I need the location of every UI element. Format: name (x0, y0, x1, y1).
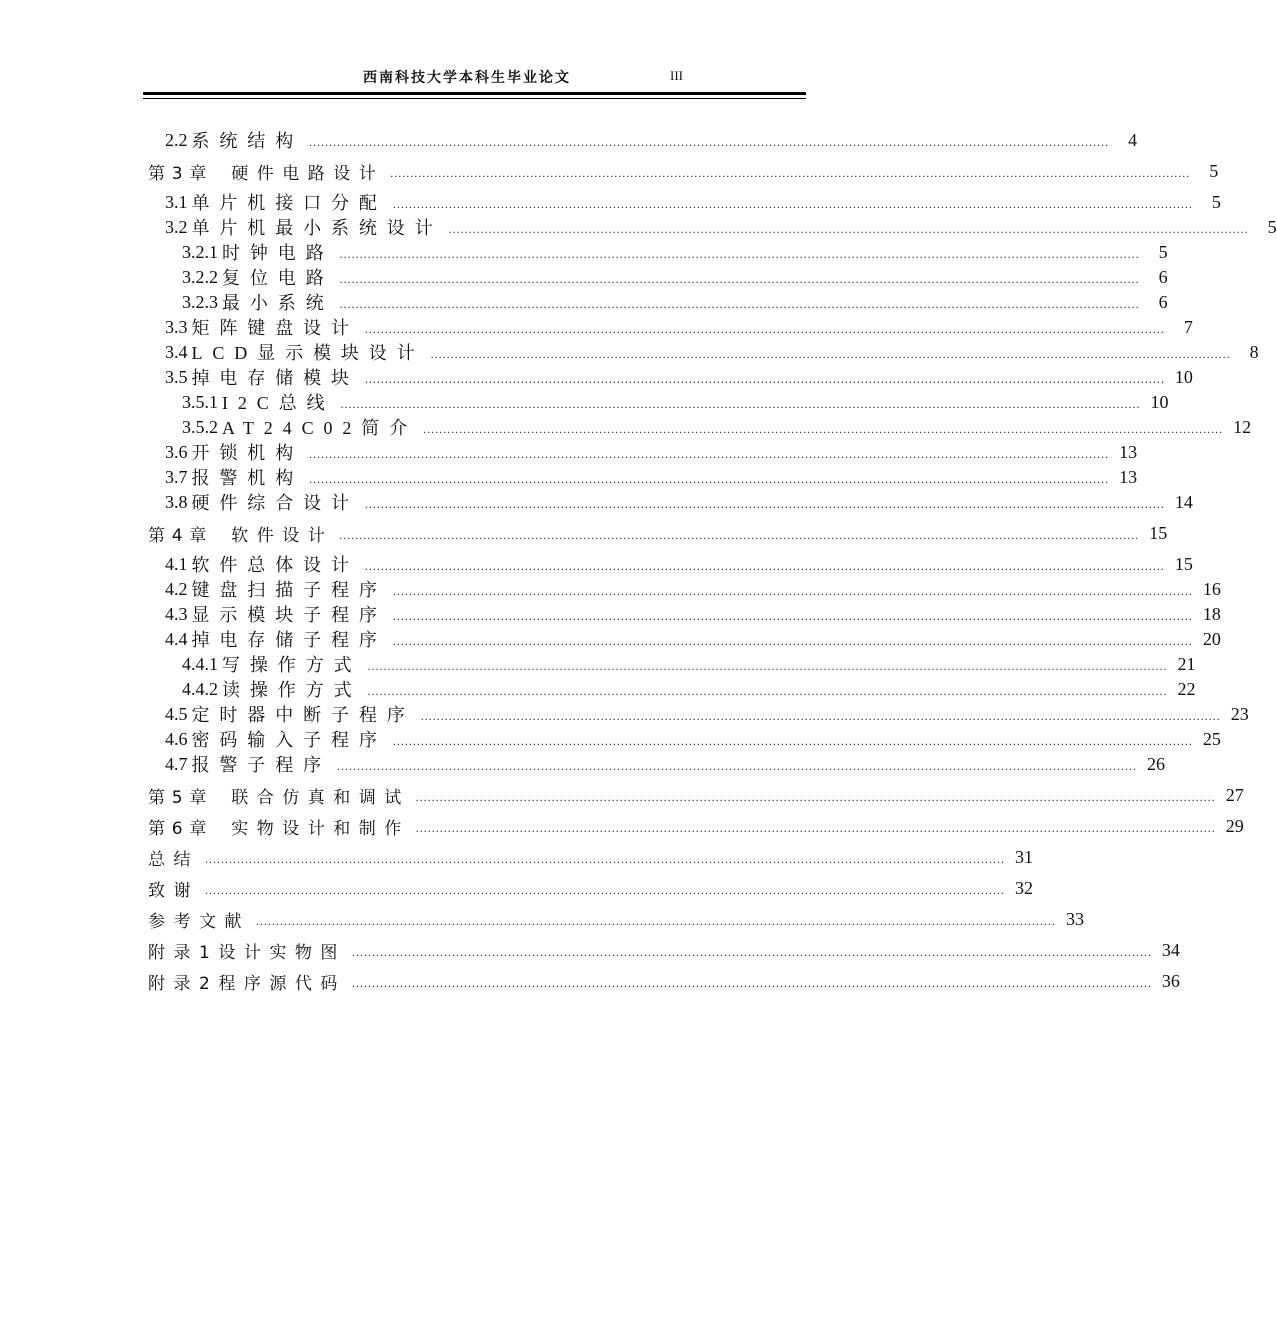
toc-leader-dots: ........................................................................................................................................................................................................ (364, 321, 1165, 336)
toc-entry[interactable] (148, 159, 1219, 184)
toc-entry-page: 5 (1158, 241, 1168, 262)
toc-entry[interactable] (165, 128, 1138, 152)
toc-entry[interactable] (182, 240, 1168, 264)
toc-entry[interactable] (165, 727, 1221, 751)
toc-leader-dots: ........................................................................................................................................................................................................ (448, 221, 1249, 236)
toc-entry-title: 时钟电路 (222, 243, 334, 263)
toc-leader-dots: ........................................................................................................................................................................................................ (420, 708, 1221, 723)
toc-entry-number: 4.3 (165, 603, 188, 624)
toc-entry-page: 13 (1119, 441, 1138, 462)
toc-entry-number: 4.4.2 (182, 678, 218, 699)
toc-entry-page: 22 (1177, 678, 1196, 699)
toc-leader-dots: ........................................................................................................................................................................................................ (339, 246, 1140, 261)
toc-leader-dots: ........................................................................................................................................................................................................ (415, 789, 1216, 804)
toc-entry[interactable] (148, 814, 1244, 839)
toc-entry-page: 20 (1202, 628, 1221, 649)
toc-leader-dots: ........................................................................................................................................................................................................ (351, 944, 1152, 959)
toc-entry-number: 第5章 (148, 787, 214, 808)
toc-entry-page: 33 (1066, 908, 1084, 929)
toc-entry-page: 12 (1233, 416, 1252, 437)
toc-entry-title: I2C总线 (222, 393, 335, 413)
toc-leader-dots: ........................................................................................................................................................................................................ (340, 396, 1141, 411)
toc-leader-dots: ........................................................................................................................................................................................................ (367, 658, 1168, 673)
toc-entry[interactable] (182, 265, 1168, 289)
toc-leader-dots: ........................................................................................................................................................................................................ (256, 913, 1056, 928)
toc-leader-dots: ........................................................................................................................................................................................................ (309, 446, 1110, 461)
toc-leader-dots: ........................................................................................................................................................................................................ (309, 134, 1110, 149)
toc-entry-page: 8 (1249, 341, 1259, 362)
toc-entry-page: 34 (1161, 939, 1180, 960)
toc-entry-title: 致谢 (148, 880, 199, 901)
toc-leader-dots: ........................................................................................................................................................................................................ (339, 271, 1140, 286)
toc-entry[interactable] (165, 340, 1259, 364)
toc-entry-title: 矩阵键盘设计 (191, 318, 359, 338)
toc-entry[interactable] (165, 552, 1193, 576)
toc-leader-dots: ........................................................................................................................................................................................................ (205, 882, 1005, 897)
toc-entry-title: 掉电存储模块 (191, 368, 359, 388)
toc-entry-title: 实物设计和制作 (231, 818, 410, 839)
toc-entry-page: 10 (1150, 391, 1169, 412)
toc-leader-dots: ........................................................................................................................................................................................................ (415, 820, 1216, 835)
toc-entry-title: 写操作方式 (222, 655, 362, 675)
toc-entry-page: 10 (1174, 366, 1193, 387)
toc-entry-title: 附录1设计实物图 (148, 942, 346, 963)
toc-entry-number: 3.1 (165, 191, 188, 212)
toc-entry[interactable] (165, 490, 1193, 514)
toc-leader-dots: ........................................................................................................................................................................................................ (392, 733, 1193, 748)
toc-entry-number: 4.5 (165, 703, 188, 724)
toc-entry-title: 软件总体设计 (191, 555, 359, 575)
toc-entry-number: 第3章 (148, 163, 214, 184)
toc-entry-number: 4.6 (165, 728, 188, 749)
toc-entry-number: 3.2.2 (182, 266, 218, 287)
toc-entry-number: 4.4 (165, 628, 188, 649)
toc-entry-title: 读操作方式 (222, 680, 362, 700)
toc-leader-dots: ........................................................................................................................................................................................................ (339, 527, 1140, 542)
toc-leader-dots: ........................................................................................................................................................................................................ (339, 296, 1140, 311)
toc-entry-number: 3.2.1 (182, 241, 218, 262)
toc-leader-dots: ........................................................................................................................................................................................................ (205, 851, 1005, 866)
toc-entry-title: 报警子程序 (191, 755, 331, 775)
toc-entry-page: 31 (1015, 846, 1033, 867)
header-rule-thick (143, 92, 806, 95)
toc-entry-number: 4.7 (165, 753, 188, 774)
toc-leader-dots: ........................................................................................................................................................................................................ (364, 558, 1165, 573)
toc-entry-number: 第4章 (148, 525, 214, 546)
toc-entry[interactable] (148, 876, 1033, 901)
toc-entry-number: 3.3 (165, 316, 188, 337)
toc-entry-page: 6 (1158, 291, 1168, 312)
toc-entry-number: 3.4 (165, 341, 188, 362)
toc-entry-page: 29 (1225, 815, 1244, 836)
toc-entry[interactable] (148, 783, 1244, 808)
toc-entry-title: 总结 (148, 849, 199, 870)
toc-entry-number: 2.2 (165, 129, 188, 150)
toc-entry-page: 16 (1202, 578, 1221, 599)
toc-entry[interactable] (165, 190, 1221, 214)
toc-entry[interactable] (148, 969, 1180, 994)
toc-entry-title: 显示模块子程序 (191, 605, 387, 625)
toc-entry-page: 23 (1230, 703, 1249, 724)
toc-entry-title: 键盘扫描子程序 (191, 580, 387, 600)
toc-leader-dots: ........................................................................................................................................................................................................ (367, 683, 1168, 698)
toc-entry[interactable] (165, 315, 1193, 339)
toc-entry-page: 36 (1161, 970, 1180, 991)
toc-entry-number: 3.8 (165, 491, 188, 512)
toc-entry-title: 掉电存储子程序 (191, 630, 387, 650)
toc-leader-dots: ........................................................................................................................................................................................................ (337, 758, 1137, 773)
header-title: 西南科技大学本科生毕业论文 (363, 70, 571, 86)
toc-entry[interactable] (165, 440, 1138, 464)
toc-entry-page: 26 (1147, 753, 1165, 774)
toc-leader-dots: ........................................................................................................................................................................................................ (423, 421, 1224, 436)
toc-entry-page: 5 (1209, 160, 1219, 181)
toc-entry[interactable] (165, 215, 1277, 239)
header-page-number: III (670, 68, 683, 83)
toc-entry[interactable] (165, 577, 1221, 601)
toc-leader-dots: ........................................................................................................................................................................................................ (309, 471, 1110, 486)
toc-entry-number: 3.6 (165, 441, 188, 462)
toc-entry-page: 32 (1015, 877, 1033, 898)
toc-entry-title: 密码输入子程序 (191, 730, 387, 750)
toc-entry-page: 15 (1174, 553, 1193, 574)
toc-entry-title: 系统结构 (191, 131, 304, 151)
toc-entry[interactable] (148, 938, 1180, 963)
toc-entry-title: 硬件电路设计 (231, 163, 385, 184)
toc-entry[interactable] (165, 602, 1221, 626)
toc-entry-title: 硬件综合设计 (191, 493, 359, 513)
toc-leader-dots: ........................................................................................................................................................................................................ (364, 496, 1165, 511)
toc-entry-title: 附录2程序源代码 (148, 973, 346, 994)
toc-entry-page: 21 (1177, 653, 1196, 674)
toc-entry-title: 联合仿真和调试 (231, 787, 410, 808)
toc-entry-title: 参考文献 (148, 911, 250, 932)
toc-entry-page: 27 (1225, 784, 1244, 805)
toc-entry[interactable] (182, 290, 1168, 314)
toc-entry[interactable] (182, 652, 1196, 676)
toc-entry-number: 3.5 (165, 366, 188, 387)
toc-entry-title: 开锁机构 (191, 443, 304, 463)
page-header (143, 62, 806, 92)
toc-entry-title: 定时器中断子程序 (191, 705, 415, 725)
toc-entry-page: 18 (1202, 603, 1221, 624)
toc-entry-title: 单片机接口分配 (191, 193, 387, 213)
toc-leader-dots: ........................................................................................................................................................................................................ (430, 346, 1231, 361)
toc-entry-title: 报警机构 (191, 468, 304, 488)
toc-entry[interactable] (148, 521, 1168, 546)
toc-entry[interactable] (182, 390, 1169, 414)
toc-entry[interactable] (165, 365, 1193, 389)
toc-entry-page: 25 (1202, 728, 1221, 749)
toc-entry[interactable] (148, 845, 1033, 870)
toc-entry-number: 3.2.3 (182, 291, 218, 312)
toc-entry-number: 第6章 (148, 818, 214, 839)
toc-entry-title: 最小系统 (222, 293, 334, 313)
toc-entry-number: 3.7 (165, 466, 188, 487)
toc-entry-number: 3.5.1 (182, 391, 218, 412)
toc-entry[interactable] (165, 465, 1138, 489)
toc-entry[interactable] (182, 677, 1196, 701)
header-rule-thin (143, 98, 806, 99)
toc-entry[interactable] (165, 752, 1165, 776)
toc-entry-page: 5 (1267, 216, 1277, 237)
toc-leader-dots: ........................................................................................................................................................................................................ (364, 371, 1165, 386)
toc-entry-page: 13 (1119, 466, 1138, 487)
toc-entry-page: 5 (1211, 191, 1221, 212)
toc-entry-page: 4 (1128, 129, 1138, 150)
toc-leader-dots: ........................................................................................................................................................................................................ (392, 196, 1193, 211)
toc-entry-title: AT24C02简介 (222, 418, 418, 438)
toc-leader-dots: ........................................................................................................................................................................................................ (392, 608, 1193, 623)
toc-entry-number: 4.4.1 (182, 653, 218, 674)
toc-entry-title: 单片机最小系统设计 (191, 218, 443, 238)
toc-entry-title: 软件设计 (231, 525, 334, 546)
toc-entry-number: 3.5.2 (182, 416, 218, 437)
toc-entry[interactable] (165, 702, 1249, 726)
toc-entry-title: 复位电路 (222, 268, 334, 288)
toc-entry-page: 14 (1174, 491, 1193, 512)
toc-leader-dots: ........................................................................................................................................................................................................ (392, 583, 1193, 598)
toc-entry-page: 15 (1149, 522, 1168, 543)
toc-entry[interactable] (182, 415, 1252, 439)
toc-entry-number: 4.2 (165, 578, 188, 599)
toc-leader-dots: ........................................................................................................................................................................................................ (351, 975, 1152, 990)
toc-entry[interactable] (165, 627, 1221, 651)
toc-entry-title: LCD显示模块设计 (191, 343, 425, 363)
toc-entry-number: 3.2 (165, 216, 188, 237)
toc-leader-dots: ........................................................................................................................................................................................................ (390, 165, 1191, 180)
toc-entry[interactable] (148, 907, 1084, 932)
toc-entry-page: 6 (1158, 266, 1168, 287)
toc-entry-page: 7 (1183, 316, 1193, 337)
toc-entry-number: 4.1 (165, 553, 188, 574)
toc-leader-dots: ........................................................................................................................................................................................................ (392, 633, 1193, 648)
